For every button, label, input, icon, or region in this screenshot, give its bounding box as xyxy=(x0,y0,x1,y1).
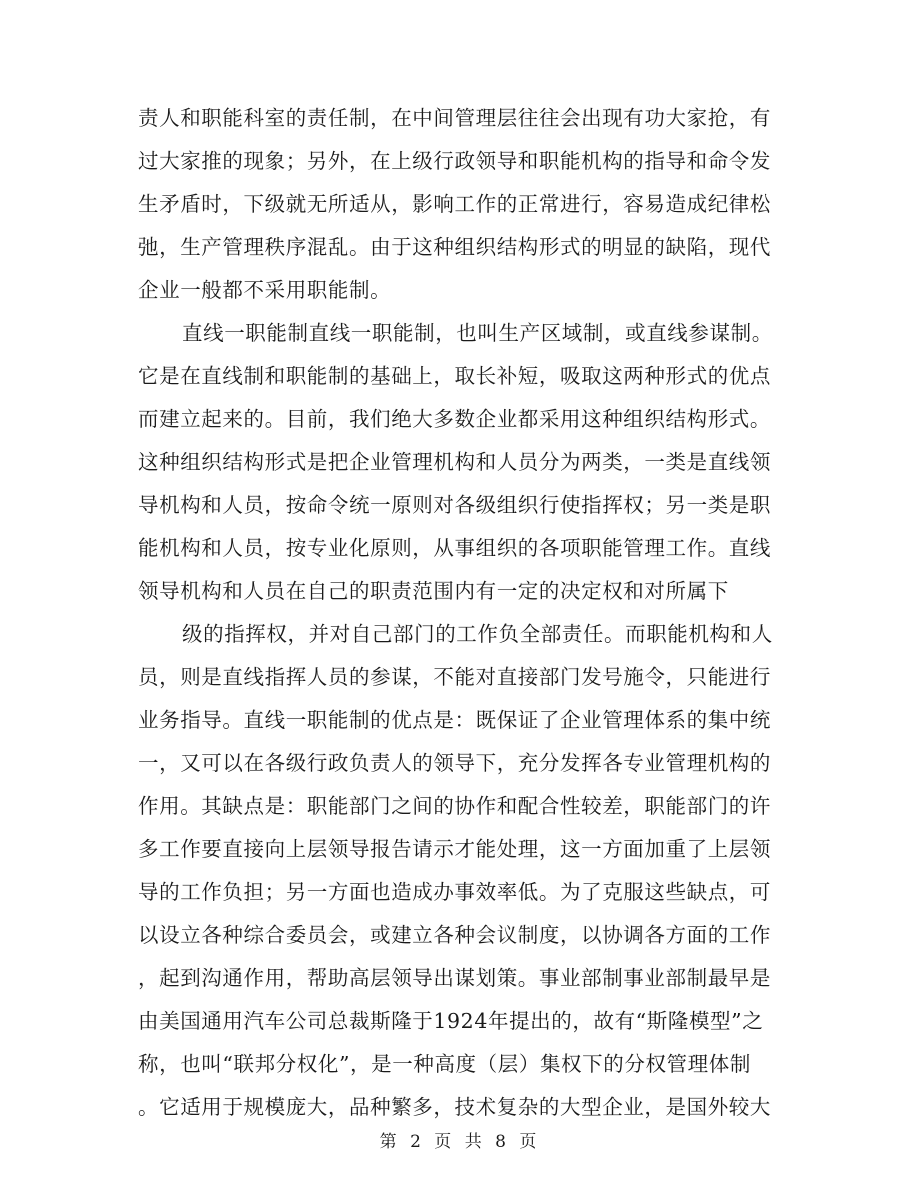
text-line: 弛，生产管理秩序混乱。由于这种组织结构形式的明显的缺陷，现代 xyxy=(138,235,771,259)
text-line: 由美国通用汽车公司总裁斯隆于1924年提出的，故有“斯隆模型”之 xyxy=(138,1009,764,1033)
text-line: ，起到沟通作用，帮助高层领导出谋划策。事业部制事业部制最早是 xyxy=(138,966,771,990)
text-line: 领导机构和人员在自己的职责范围内有一定的决定权和对所属下 xyxy=(138,579,729,603)
text-line: 企业一般都不采用职能制。 xyxy=(138,278,392,302)
text-line: 以设立各种综合委员会，或建立各种会议制度，以协调各方面的工作 xyxy=(138,923,771,947)
text-line: 过大家推的现象；另外，在上级行政领导和职能机构的指导和命令发 xyxy=(138,149,771,173)
text-line: 它是在直线制和职能制的基础上，取长补短，吸取这两种形式的优点 xyxy=(138,364,771,388)
text-line: 责人和职能科室的责任制，在中间管理层往往会出现有功大家抢，有 xyxy=(138,106,771,130)
paragraph-first-line: 级的指挥权，并对自己部门的工作负全部责任。而职能机构和人 xyxy=(182,622,773,646)
text-line: 导的工作负担；另一方面也造成办事效率低。为了克服这些缺点，可 xyxy=(138,880,771,904)
text-line: 一，又可以在各级行政负责人的领导下，充分发挥各专业管理机构的 xyxy=(138,751,771,775)
text-line: 称，也叫“联邦分权化”，是一种高度（层）集权下的分权管理体制 xyxy=(138,1052,751,1076)
page-number-footer: 第 2 页 共 8 页 xyxy=(379,1132,541,1152)
text-line: 。它适用于规模庞大，品种繁多，技术复杂的大型企业，是国外较大 xyxy=(138,1095,771,1119)
text-line: 业务指导。直线一职能制的优点是：既保证了企业管理体系的集中统 xyxy=(138,708,771,732)
text-line: 多工作要直接向上层领导报告请示才能处理，这一方面加重了上层领 xyxy=(138,837,771,861)
text-line: 员，则是直线指挥人员的参谋，不能对直接部门发号施令，只能进行 xyxy=(138,665,771,689)
text-line: 而建立起来的。目前，我们绝大多数企业都采用这种组织结构形式。 xyxy=(138,407,771,431)
paragraph-first-line: 直线一职能制直线一职能制，也叫生产区域制，或直线参谋制。 xyxy=(182,321,773,345)
text-line: 导机构和人员，按命令统一原则对各级组织行使指挥权；另一类是职 xyxy=(138,493,771,517)
text-line: 生矛盾时，下级就无所适从，影响工作的正常进行，容易造成纪律松 xyxy=(138,192,771,216)
text-line: 作用。其缺点是：职能部门之间的协作和配合性较差，职能部门的许 xyxy=(138,794,771,818)
text-line: 这种组织结构形式是把企业管理机构和人员分为两类，一类是直线领 xyxy=(138,450,771,474)
text-line: 能机构和人员，按专业化原则，从事组织的各项职能管理工作。直线 xyxy=(138,536,771,560)
